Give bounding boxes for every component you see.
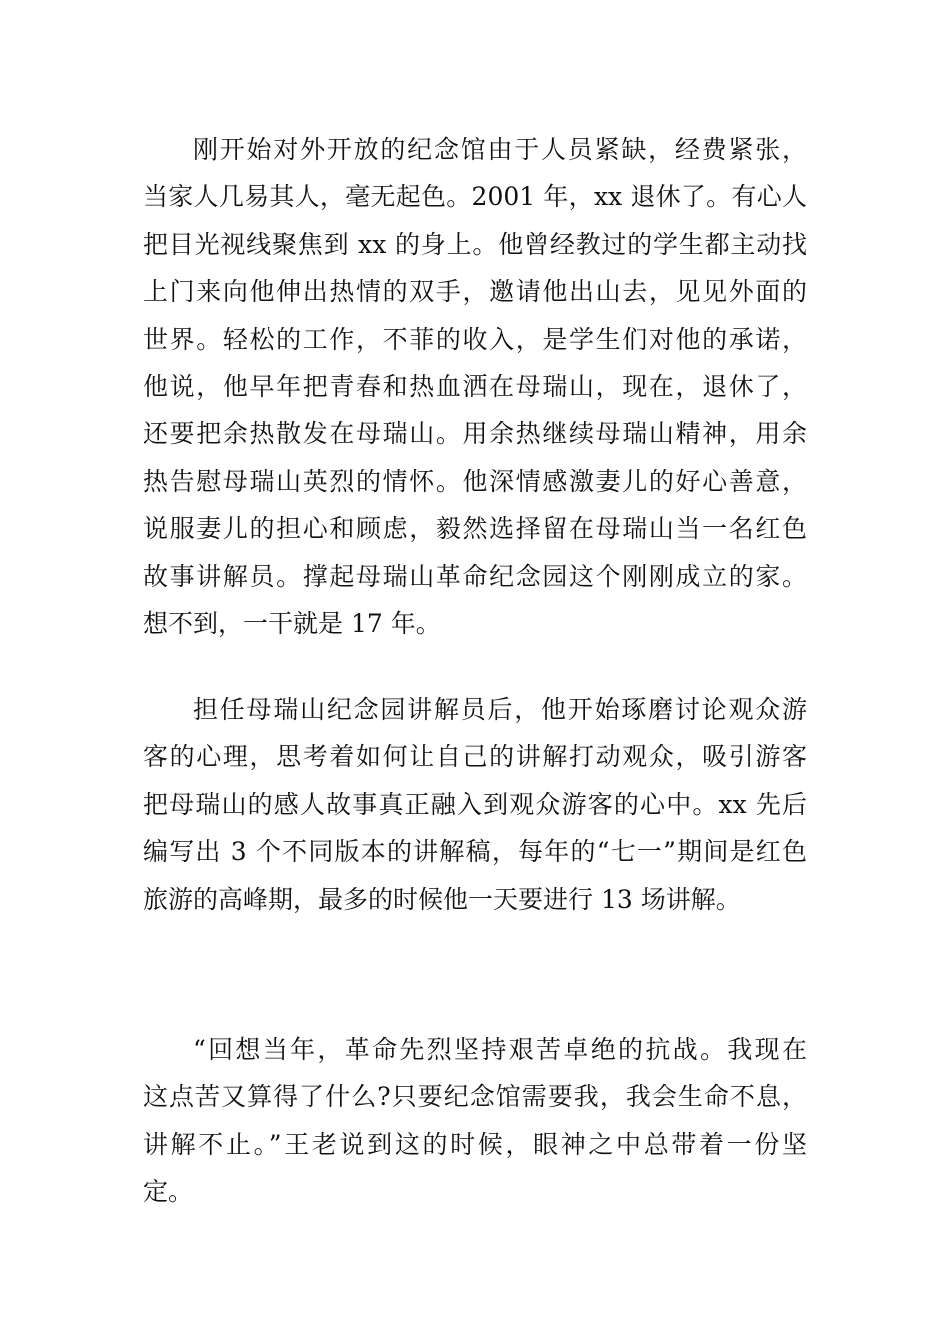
text-line: 客的心理，思考着如何让自己的讲解打动观众，吸引游客 bbox=[143, 742, 807, 772]
paragraph-3 bbox=[143, 1026, 807, 1216]
text-line: 还要把余热散发在母瑞山。用余热继续母瑞山精神，用余 bbox=[143, 419, 807, 449]
paragraph-1 bbox=[143, 126, 807, 647]
text-line: 热告慰母瑞山英烈的情怀。他深情感激妻儿的好心善意， bbox=[143, 466, 807, 496]
text-line: 想不到，一干就是 17 年。 bbox=[143, 608, 441, 638]
text-line: “回想当年，革命先烈坚持艰苦卓绝的抗战。我现在 bbox=[193, 1035, 807, 1064]
text-line: 旅游的高峰期，最多的时候他一天要进行 13 场讲解。 bbox=[143, 884, 741, 914]
text-line: 担任母瑞山纪念园讲解员后，他开始琢磨讨论观众游 bbox=[193, 695, 807, 724]
paragraph-2 bbox=[143, 686, 807, 923]
text-line: 说服妻儿的担心和顾虑，毅然选择留在母瑞山当一名红色 bbox=[143, 514, 807, 544]
text-line: 这点苦又算得了什么?只要纪念馆需要我，我会生命不息， bbox=[143, 1082, 807, 1112]
text-line: 当家人几易其人，毫无起色。2001 年，xx 退休了。有心人 bbox=[143, 182, 807, 212]
text-line: 刚开始对外开放的纪念馆由于人员紧缺，经费紧张， bbox=[193, 135, 807, 164]
text-line: 定。 bbox=[143, 1177, 194, 1207]
text-line: 世界。轻松的工作，不菲的收入，是学生们对他的承诺， bbox=[143, 324, 807, 354]
text-line: 编写出 3 个不同版本的讲解稿，每年的“七一”期间是红色 bbox=[143, 837, 807, 867]
text-line: 把母瑞山的感人故事真正融入到观众游客的心中。xx 先后 bbox=[143, 789, 807, 819]
text-line: 上门来向他伸出热情的双手，邀请他出山去，见见外面的 bbox=[143, 277, 807, 307]
text-line: 他说，他早年把青春和热血洒在母瑞山，现在，退休了， bbox=[143, 371, 807, 401]
text-line: 故事讲解员。撑起母瑞山革命纪念园这个刚刚成立的家。 bbox=[143, 561, 807, 591]
text-line: 讲解不止。”王老说到这的时候，眼神之中总带着一份坚 bbox=[143, 1129, 807, 1159]
text-line: 把目光视线聚焦到 xx 的身上。他曾经教过的学生都主动找 bbox=[143, 229, 807, 259]
